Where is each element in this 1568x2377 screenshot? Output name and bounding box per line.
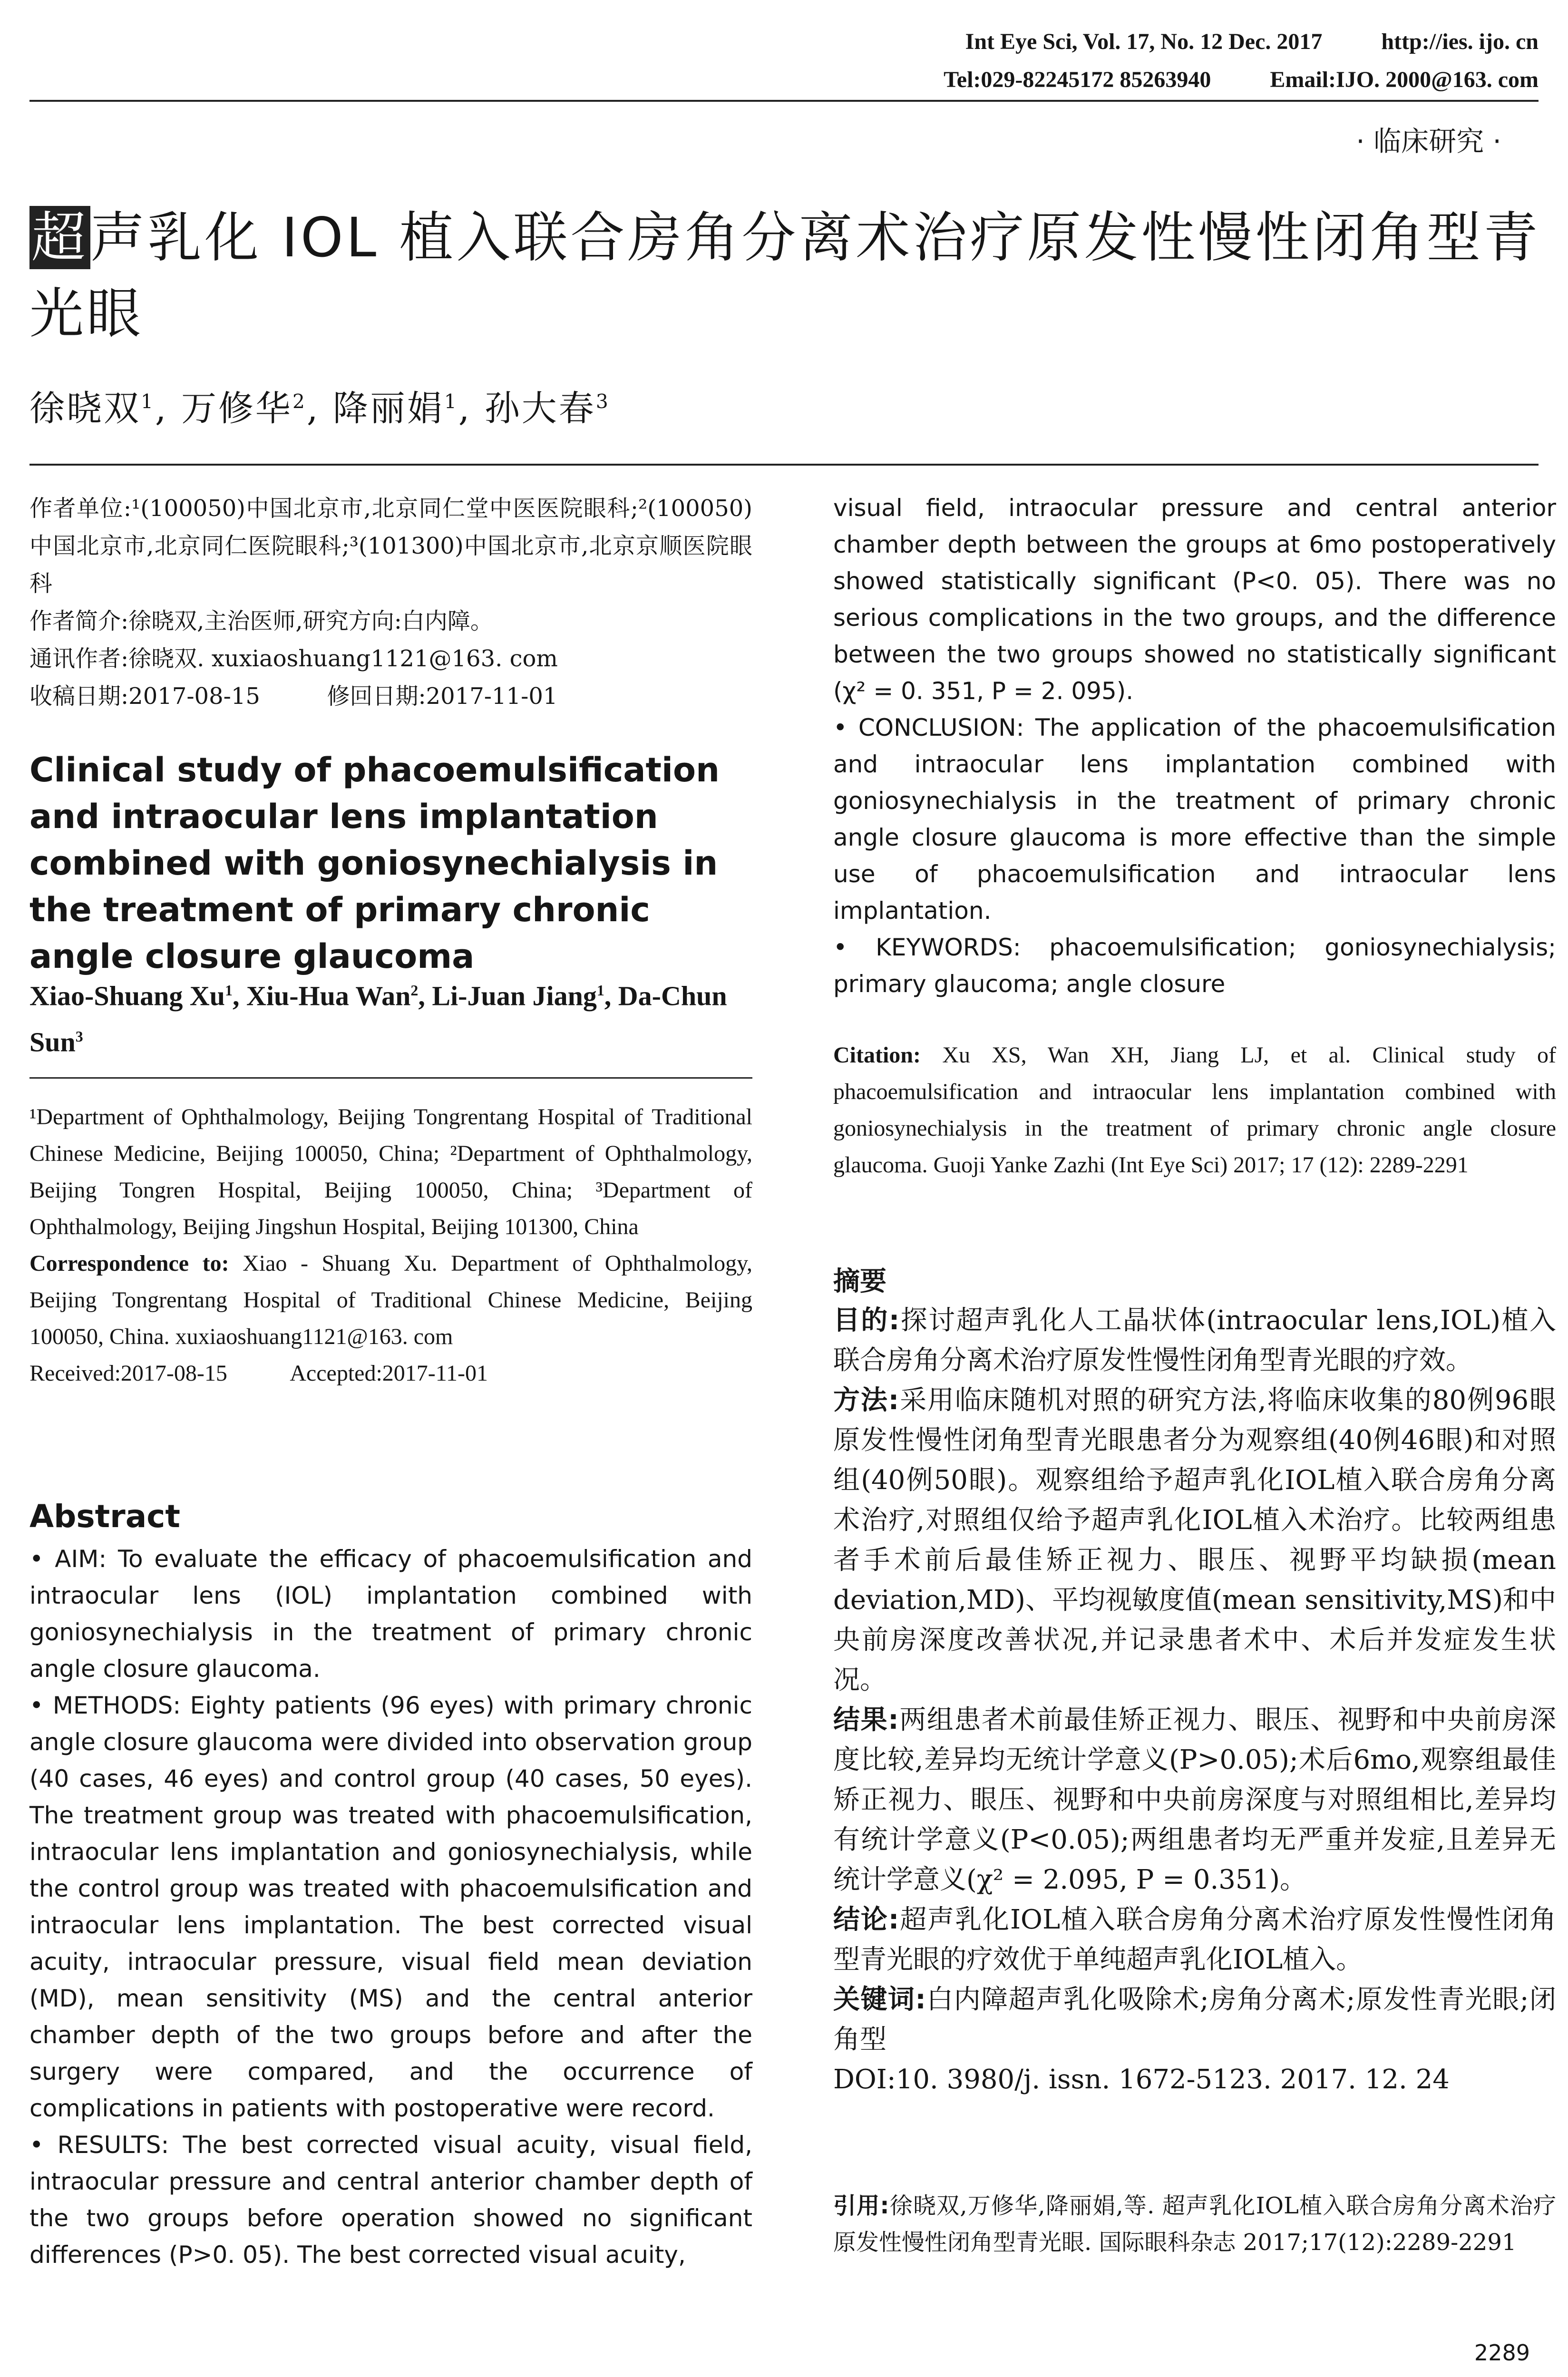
author-info-cn: [29, 490, 752, 715]
accepted-date-en: Accepted:2017-11-01: [290, 1361, 488, 1386]
author-unit: 作者单位:¹(100050)中国北京市,北京同仁堂中医医院眼科;²(100050)中国北京市,北京同仁医院眼科;³(101300)中国北京市,北京京顺医院眼科: [29, 495, 752, 597]
abstract-aim: • AIM: To evaluate the efficacy of phacoemulsification and intraocular lens (IOL) implantation combined with goniosynechialysis in the treatment of primary chronic angle closure glaucoma.: [29, 1545, 752, 1683]
abstract-results-part2: visual field, intraocular pressure and central anterior chamber depth between the groups at 6mo postoperatively showed statistically significant (P<0. 05). There was no serious complications in the two groups, and the difference between the two groups showed no statistically significant (χ² = 0. 351, P = 2. 095).: [833, 494, 1556, 705]
author-sup: 1: [596, 982, 604, 999]
journal-tel: Tel:029-82245172 85263940: [944, 67, 1211, 92]
correspondence-text: Xiao - Shuang Xu. Department of Ophthalmology, Beijing Tongrentang Hospital of Traditional Chinese Medicine, Beijing 100050, China. xuxiaoshuang1121@163. com: [29, 1251, 753, 1349]
author-name-en: Li-Juan Jiang: [432, 980, 597, 1012]
author-name: 万修华: [181, 388, 292, 429]
aim-text-cn: 探讨超声乳化人工晶状体(intraocular lens,IOL)植入联合房角分离术治疗原发性慢性闭角型青光眼的疗效。: [833, 1305, 1556, 1376]
header-rule: [29, 100, 1539, 102]
abstract-cn-results: [833, 1700, 1556, 1900]
methods-text-cn: 采用临床随机对照的研究方法,将临床收集的80例96眼原发性慢性闭角型青光眼患者分为观察组(40例46眼)和对照组(40例50眼)。观察组给予超声乳化IOL植入联合房角分离术治疗,对照组仅给予超声乳化IOL植入术治疗。比较两组患者手术前后最佳矫正视力、眼压、视野平均缺损(mean deviation,MD)、平均视敏度值(mean sensitivity,MS)和中央前房深度改善状况,并记录患者术中、术后并发症发生状况。: [833, 1385, 1556, 1695]
dates-en: [29, 1355, 752, 1392]
abstract-cn: [833, 1301, 1556, 2100]
corresponding-author: 通讯作者:徐晓双. xuxiaoshuang1121@163. com: [29, 645, 558, 672]
citation-text: Xu XS, Wan XH, Jiang LJ, et al. Clinical study of phacoemulsification and intraocular lens implantation combined with goniosynechialysis in the treatment of primary chronic angle closure glaucoma. Guoji Yanke Zazhi (Int Eye Sci) 2017; 17 (12): 2289-2291: [833, 1042, 1556, 1178]
abstract-en-right: [833, 490, 1556, 1003]
revised-date-cn: 修回日期:2017-11-01: [327, 683, 558, 710]
author-name: 降丽娟: [332, 388, 444, 429]
author-name: 徐晓双: [29, 388, 141, 429]
methods-label-cn: 方法:: [833, 1385, 899, 1416]
authors-cn: 徐晓双$^1$, 万修华$^2$, 降丽娟$^1$, 孙大春$^3$: [29, 388, 610, 429]
abstract-heading: Abstract: [29, 1498, 180, 1535]
results-text-cn: 两组患者术前最佳矫正视力、眼压、视野和中央前房深度比较,差异均无统计学意义(P>0.05);术后6mo,观察组最佳矫正视力、眼压、视野和中央前房深度与对照组相比,差异均有统计学意义(P<0.05);两组患者均无严重并发症,且差异无统计学意义(χ² = 2.095, P = 0.351)。: [833, 1705, 1557, 1895]
author-name-en: Da-Chun Sun: [29, 980, 727, 1058]
received-date-en: Received:2017-08-15: [29, 1361, 227, 1386]
conclusion-label-cn: 结论:: [833, 1904, 899, 1935]
citation-text-cn: 徐晓双,万修华,降丽娟,等. 超声乳化IOL植入联合房角分离术治疗原发性慢性闭角型青光眼. 国际眼科杂志 2017;17(12):2289-2291: [833, 2192, 1556, 2256]
citation-label: Citation:: [833, 1042, 921, 1068]
aim-label-cn: 目的:: [833, 1305, 900, 1336]
journal-url: http://ies. ijo. cn: [1381, 29, 1539, 54]
abstract-cn-heading: 摘要: [833, 1266, 886, 1297]
affiliation-text: ¹Department of Ophthalmology, Beijing Tongrentang Hospital of Traditional Chinese Medicine, Beijing 100050, China; ²Department of Ophthalmology, Beijing Tongren Hospital, Beijing 100050, China; ³Department of Ophthalmology, Beijing Jingshun Hospital, Beijing 101300, China: [29, 1104, 752, 1239]
journal-contact-line: [944, 67, 1539, 93]
affiliation-rule: [29, 1077, 752, 1079]
affiliations-en: [29, 1099, 752, 1392]
correspondence-label: Correspondence to:: [29, 1251, 229, 1276]
author-bio: 作者简介:徐晓双,主治医师,研究方向:白内障。: [29, 608, 493, 634]
citation-cn: [833, 2188, 1556, 2261]
section-label: · 临床研究 ·: [1356, 125, 1501, 157]
author-sup: 2: [410, 982, 419, 999]
abstract-cn-conclusion: [833, 1900, 1556, 1980]
abstract-en-left: [29, 1541, 752, 2273]
dates-cn: [29, 678, 752, 715]
title-first-char: 超: [29, 206, 90, 269]
conclusion-text-cn: 超声乳化IOL植入联合房角分离术治疗原发性慢性闭角型青光眼的疗效优于单纯超声乳化IOL植入。: [833, 1904, 1556, 1975]
title-en-block: [29, 747, 752, 980]
received-date-cn: 收稿日期:2017-08-15: [29, 683, 260, 710]
journal-email: Email:IJO. 2000@163. com: [1270, 67, 1539, 92]
title-en: Clinical study of phacoemulsification and intraocular lens implantation combined with goniosynechialysis in the treatment of primary chronic angle closure glaucoma: [29, 750, 720, 976]
abstract-keywords: • KEYWORDS: phacoemulsification; goniosynechialysis; primary glaucoma; angle closure: [833, 934, 1556, 998]
abstract-results-part1: • RESULTS: The best corrected visual acuity, visual field, intraocular pressure and central anterior chamber depth of the two groups before operation showed no significant differences (P>0. 05). The best corrected visual acuity,: [29, 2131, 752, 2269]
journal-volume: Int Eye Sci, Vol. 17, No. 12 Dec. 2017: [965, 29, 1323, 54]
citation-label-cn: 引用:: [833, 2192, 889, 2219]
keywords-label-cn: 关键词:: [833, 1984, 926, 2015]
author-sup: 1: [224, 982, 233, 999]
author-sup: 1: [444, 390, 458, 413]
authors-en: Xiao-Shuang Xu$^1$, Xiu-Hua Wan$^2$, Li-Juan Jiang$^1$, Da-Chun Sun$^3$: [29, 980, 727, 1058]
doi: DOI:10. 3980/j. issn. 1672-5123. 2017. 12. 24: [833, 2064, 1450, 2095]
author-name-en: Xiu-Hua Wan: [246, 980, 411, 1012]
page-number: 2289: [1474, 2340, 1530, 2366]
abstract-cn-keywords: [833, 1980, 1556, 2060]
correspondence: [29, 1245, 752, 1355]
title-rest: 声乳化 IOL 植入联合房角分离术治疗原发性慢性闭角型青光眼: [29, 206, 1541, 345]
author-sup: 1: [141, 390, 155, 413]
abstract-cn-methods: [833, 1381, 1556, 1700]
title-rule: [29, 464, 1539, 466]
abstract-cn-aim: [833, 1301, 1556, 1381]
journal-info-line: [965, 29, 1539, 55]
author-sup: 3: [75, 1028, 83, 1045]
citation-en: [833, 1037, 1556, 1183]
abstract-conclusion: • CONCLUSION: The application of the phacoemulsification and intraocular lens implantation combined with goniosynechialysis in the treatment of primary chronic angle closure glaucoma is more effective than the simple use of phacoemulsification and intraocular lens implantation.: [833, 714, 1556, 925]
abstract-methods: • METHODS: Eighty patients (96 eyes) with primary chronic angle closure glaucoma were divided into observation group (40 cases, 46 eyes) and control group (40 cases, 50 eyes). The treatment group was treated with phacoemulsification, intraocular lens implantation and goniosynechialysis, while the control group was treated with phacoemulsification and intraocular lens implantation. The best corrected visual acuity, intraocular pressure, visual field mean deviation (MD), mean sensitivity (MS) and the central anterior chamber depth of the two groups before and after the surgery were compared, and the occurrence of complications in patients with postoperative were record.: [29, 1692, 752, 2122]
author-sup: 3: [595, 390, 610, 413]
author-sup: 2: [292, 390, 307, 413]
results-label-cn: 结果:: [833, 1705, 899, 1735]
author-name: 孙大春: [484, 388, 596, 429]
keywords-text-cn: 白内障超声乳化吸除术;房角分离术;原发性青光眼;闭角型: [833, 1984, 1556, 2055]
author-name-en: Xiao-Shuang Xu: [29, 980, 225, 1012]
title-cn: [29, 200, 1542, 352]
